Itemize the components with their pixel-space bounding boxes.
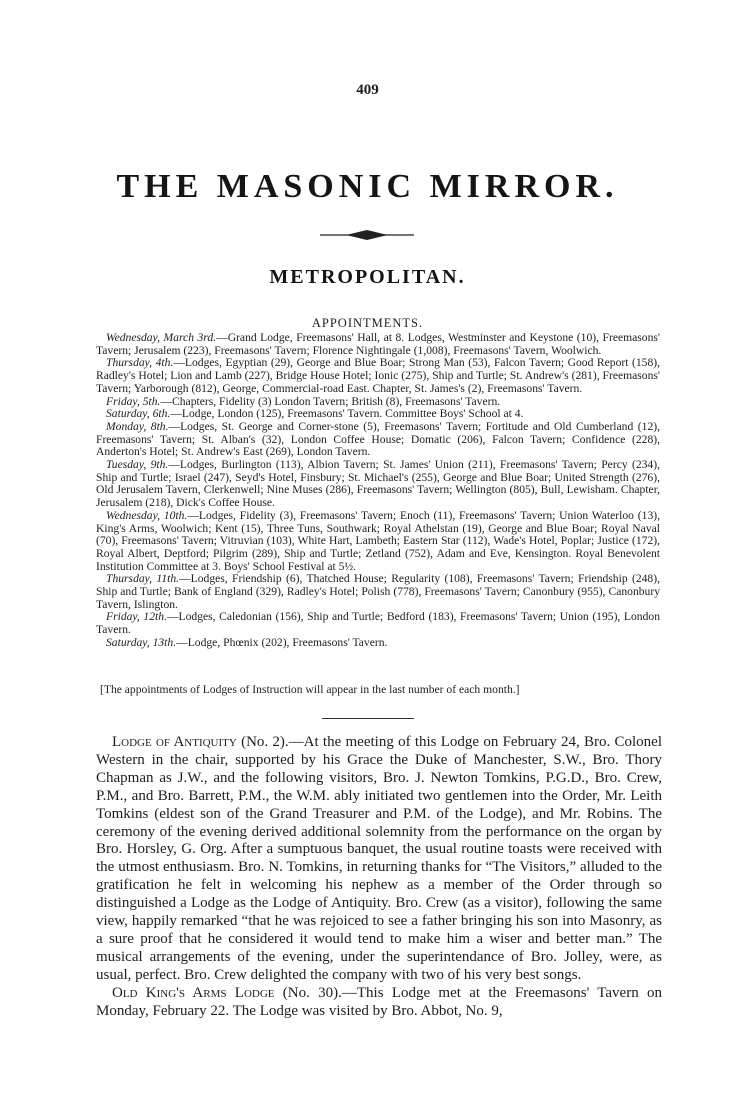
appointment-entry [96, 459, 660, 510]
section-heading: METROPOLITAN. [269, 266, 466, 288]
divider-ornament [320, 228, 414, 242]
appointment-text: —Grand Lodge, Freemasons' Hall, at 8. Lodges, Westminster and Keystone (10), Freemasons' Tavern; Jerusalem (223), Freemasons' Tavern; Florence Nightingale (1,008), Freemasons' Tavern, Woolwich. [96, 331, 661, 357]
appointment-day: Friday, 12th. [106, 610, 167, 624]
appointment-day: Monday, 8th. [106, 419, 169, 433]
appointment-text: —Lodges, Friendship (6), Thatched House; Regularity (108), Freemasons' Tavern; Friendship (248), Ship and Turtle; Bank of England (329), Radley's Hotel; Polish (778), Freemasons' Tavern; Canonbury (955), Canonbury Tavern, Islington. [96, 572, 660, 611]
appointment-day: Thursday, 11th. [106, 572, 180, 586]
appointment-day: Tuesday, 9th. [106, 458, 169, 472]
section-rule [322, 718, 414, 719]
appointment-text: —Lodge, Phœnix (202), Freemasons' Tavern. [176, 635, 388, 649]
appointments-list [96, 332, 660, 650]
report-text: (No. 30).—This Lodge met at the Freemasons' Tavern on Monday, February 22. The Lodge was visited by Bro. Abbot, No. 9, [96, 984, 662, 1019]
lodge-reports [96, 734, 662, 1021]
appointments-note: [The appointments of Lodges of Instruction will appear in the last number of each month.] [100, 683, 520, 696]
lodge-report-paragraph [96, 985, 662, 1021]
appointment-text: —Lodges, Caledonian (156), Ship and Turtle; Bedford (183), Freemasons' Tavern; Union (195), London Tavern. [96, 610, 660, 637]
appointment-entry [96, 357, 660, 395]
appointment-day: Thursday, 4th. [106, 356, 174, 370]
appointment-text: —Lodges, Fidelity (3), Freemasons' Tavern; Enoch (11), Freemasons' Tavern; Union Waterloo (13), King's Arms, Woolwich; Kent (15), Three Tuns, Southwark; Royal Athelstan (19), George and Blue Boar; Royal Naval (70), Freemasons' Tavern; Vitruvian (103), White Hart, Lambeth; Eastern Star (112), Wade's Hotel, Poplar; Justice (172), Royal Albert, Deptford; Pilgrim (289), Ship and Turtle; Zetland (752), Adam and Eve, Kensington. Royal Benevolent Institution Committee at 3. Boys' School Festival at 5½. [96, 508, 660, 573]
appointment-text: —Chapters, Fidelity (3) London Tavern; British (8), Freemasons' Tavern. [160, 394, 501, 408]
appointment-day: Saturday, 13th. [106, 635, 177, 649]
appointment-text: —Lodges, St. George and Corner-stone (5), Freemasons' Tavern; Fortitude and Old Cumberland (12), Freemasons' Tavern; St. Alban's (32), London Coffee House; Domatic (206), Falcon Tavern; Confidence (228), Anderton's Hotel; St. Andrew's East (269), London Tavern. [96, 419, 660, 459]
appointment-day: Friday, 5th. [106, 394, 161, 408]
appointment-day: Wednesday, March 3rd. [106, 331, 217, 344]
appointment-day: Wednesday, 10th. [106, 508, 188, 522]
page-number: 409 [356, 82, 379, 98]
appointment-text: —Lodges, Burlington (113), Albion Tavern; St. James' Union (211), Freemasons' Tavern; Percy (234), Ship and Turtle; Israel (247), Seyd's Hotel, Finsbury; St. Michael's (255), George and Blue Boar; United Strength (276), Old Jerusalem Tavern, Clerkenwell; Nine Muses (286), Freemasons' Tavern; Wellington (805), Bull, Lewisham. Chapter, Jerusalem (218), Dick's Coffee House. [96, 458, 660, 510]
appointment-entry [96, 611, 660, 636]
appointment-entry [96, 573, 660, 611]
lodge-name: Lodge of Antiquity [112, 734, 237, 750]
appointment-entry [96, 637, 660, 650]
masthead-title: THE MASONIC MIRROR. [116, 168, 619, 205]
appointments-heading: APPOINTMENTS. [311, 316, 424, 330]
appointment-text: —Lodge, London (125), Freemasons' Tavern. Committee Boys' School at 4. [170, 407, 524, 421]
lodge-name: Old King's Arms Lodge [112, 984, 275, 1001]
appointment-entry [96, 421, 660, 459]
appointment-entry [96, 510, 660, 574]
appointment-text: —Lodges, Egyptian (29), George and Blue Boar; Strong Man (53), Falcon Tavern; Good Report (158), Radley's Hotel; Lion and Lamb (227), Bridge House Hotel; Ionic (275), Ship and Turtle; St. Andrew's (281), Freemasons' Tavern; Yarborough (812), George, Commercial-road East. Chapter, St. James's (2), Freemasons' Tavern. [96, 356, 660, 395]
report-text: (No. 2).—At the meeting of this Lodge on February 24, Bro. Colonel Western in the chair, supported by his Grace the Duke of Manchester, S.W., Bro. Thory Chapman as J.W., and the following visitors, Bro. J. Newton Tomkins, P.G.D., Bro. Crew, P.M., and Bro. Barrett, P.M., the W.M. ably initiated two gentlemen into the Order, Mr. Leith Tomkins (eldest son of the Grand Treasurer and P.M. of the Lodge), and Mr. Robins. The ceremony of the evening derived additional solemnity from the performance on the organ by Bro. Horsley, G. Org. After a sumptuous banquet, the usual routine toasts were received with the utmost enthusiasm. Bro. N. Tomkins, in returning thanks for “The Visitors,” alluded to the gratification he felt in welcoming his nephew as a member of the Order through so distinguished a Lodge as the Lodge of Antiquity. Bro. Crew (as a visitor), following the same view, happily remarked “that he was rejoiced to see a father bringing his son into Masonry, as a sure proof that he considered it would tend to make him a wiser and better man.” The musical arrangements of the evening, under the superintendance of Bro. Jolley, were, as usual, perfect. Bro. Crew delighted the company with two of his very best songs. [96, 734, 662, 983]
appointment-entry [96, 332, 660, 357]
lodge-report-paragraph [96, 734, 662, 985]
appointment-day: Saturday, 6th. [106, 407, 171, 421]
